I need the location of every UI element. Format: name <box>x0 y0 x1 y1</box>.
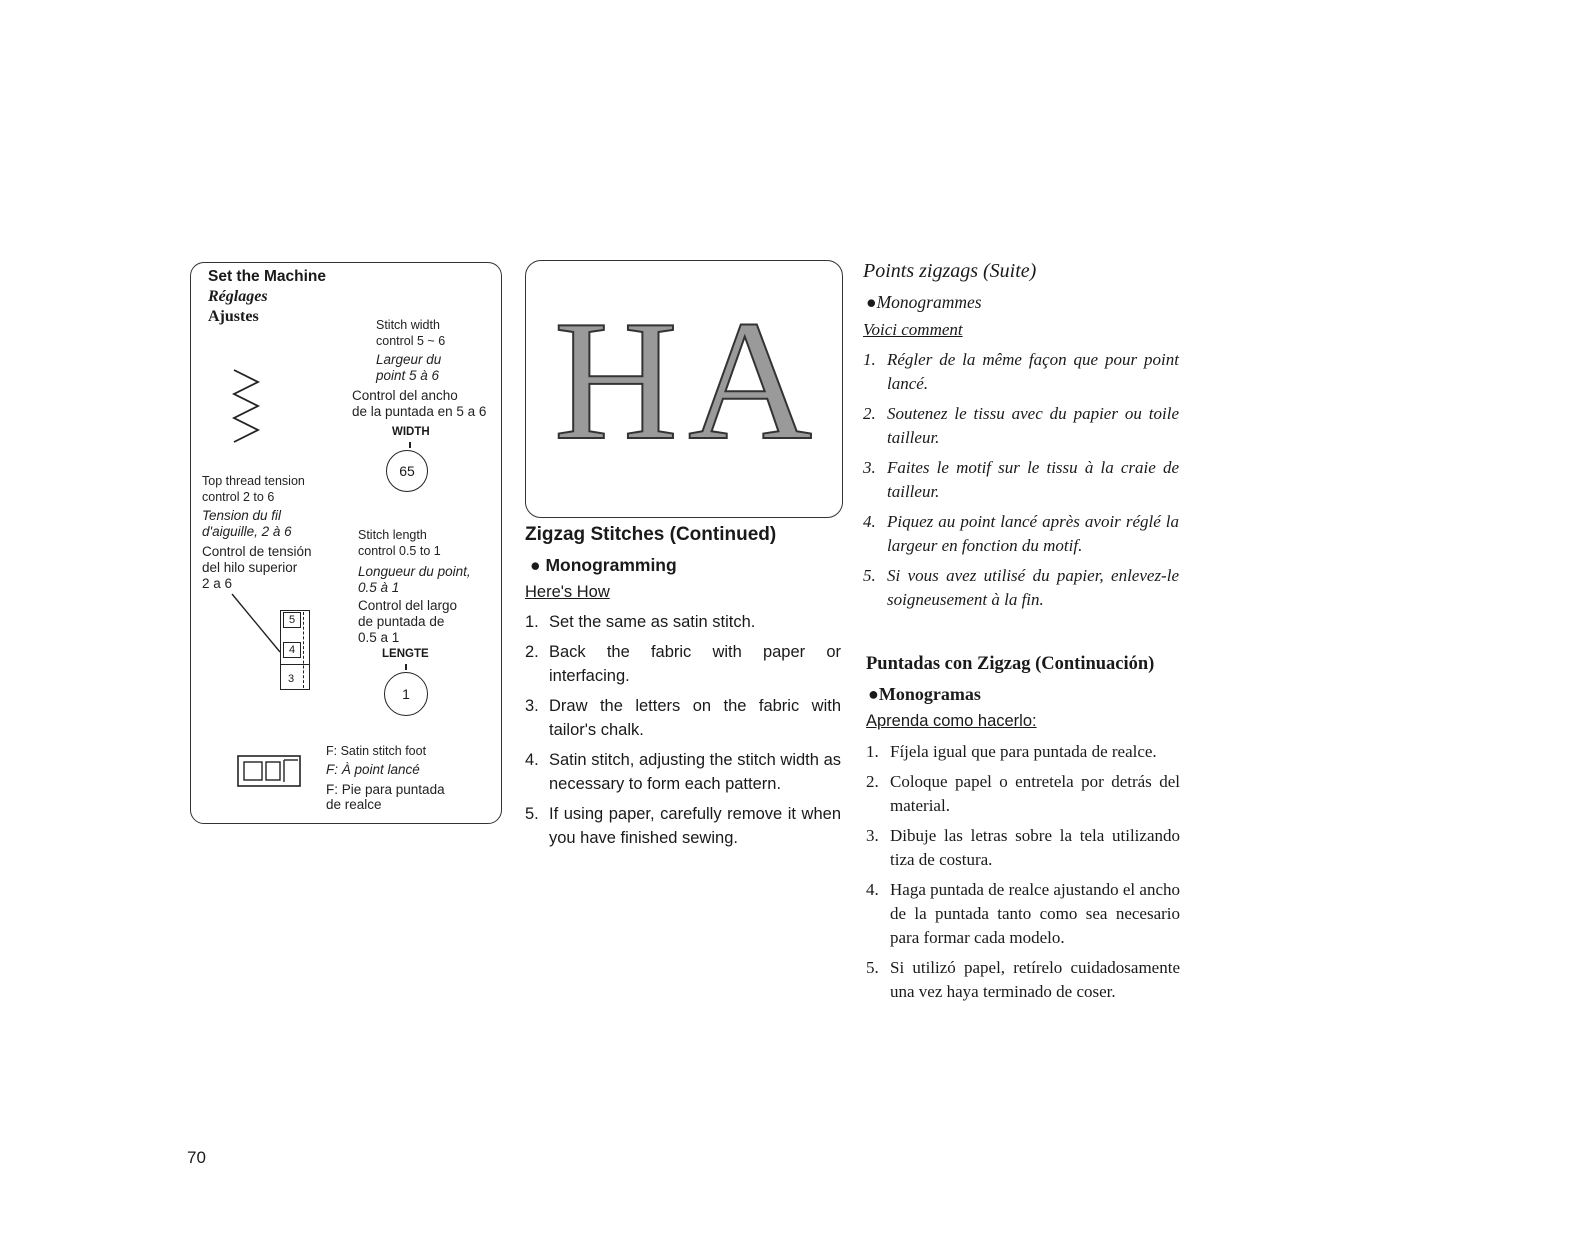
foot-label-es-2: de realce <box>326 797 382 812</box>
length-label-en-1: Stitch length <box>358 528 427 542</box>
monogram-letters: HA <box>553 286 823 476</box>
english-subtitle: Monogramming <box>545 555 677 575</box>
length-label-en-2: control 0.5 to 1 <box>358 544 441 558</box>
list-item: 2. Coloque papel o entretela por detrás del material. <box>866 772 1180 815</box>
tension-divider <box>280 664 310 665</box>
list-item: 4. Satin stitch, adjusting the stitch width as necessary to form each pattern. <box>525 751 841 793</box>
list-item: 1. Régler de la même façon que pour point lancé. <box>863 350 1179 393</box>
spanish-subtitle: Monogramas <box>878 684 981 704</box>
page-number: 70 <box>187 1148 206 1167</box>
french-subtitle-row <box>866 292 982 313</box>
list-item: 5. Si utilizó papel, retírelo cuidadosamente una vez haya terminado de coser. <box>866 958 1180 1001</box>
width-dial-value: 65 <box>399 463 415 479</box>
list-item: 5. Si vous avez utilisé du papier, enlevez-le soigneusement à la fin. <box>863 566 1179 609</box>
french-voici: Voici comment <box>863 320 963 339</box>
zigzag-stitch-icon <box>226 366 266 444</box>
settings-title-es: Ajustes <box>208 308 259 325</box>
width-label-fr-2: point 5 à 6 <box>376 368 440 383</box>
english-steps <box>525 610 841 850</box>
length-label-es-3: 0.5 a 1 <box>358 630 400 645</box>
foot-label-fr: F: À point lancé <box>326 762 420 777</box>
tension-value-5: 5 <box>283 612 301 628</box>
spanish-steps <box>866 740 1180 1004</box>
list-item: 3. Faites le motif sur le tissu à la craie de tailleur. <box>863 458 1179 501</box>
length-dial-value: 1 <box>402 686 410 702</box>
foot-label-en: F: Satin stitch foot <box>326 744 427 758</box>
french-subtitle: Monogrammes <box>876 292 982 312</box>
width-label-es-1: Control del ancho <box>352 388 458 403</box>
width-dial-marker <box>409 442 411 448</box>
english-title: Zigzag Stitches (Continued) <box>525 524 777 545</box>
tension-value-4: 4 <box>283 642 301 658</box>
spanish-aprenda: Aprenda como hacerlo: <box>866 712 1037 730</box>
list-item: 4. Piquez au point lancé après avoir réglé la largeur en fonction du motif. <box>863 512 1179 555</box>
bullet-icon: ● <box>868 684 879 704</box>
length-label-fr-1: Longueur du point, <box>358 564 471 579</box>
list-item: 1. Fíjela igual que para puntada de realce. <box>866 742 1157 761</box>
list-item: 3. Dibuje las letras sobre la tela utilizando tiza de costura. <box>866 826 1180 869</box>
tension-dial-ticks <box>303 612 310 688</box>
english-heres-how: Here's How <box>525 583 610 601</box>
bullet-icon: ● <box>866 292 877 312</box>
english-subtitle-row <box>530 555 677 576</box>
length-label-es-2: de puntada de <box>358 614 445 629</box>
tension-value-3: 3 <box>287 673 295 685</box>
tension-label-en-2: control 2 to 6 <box>202 490 275 504</box>
spanish-subtitle-row <box>868 684 981 705</box>
width-label-es-2: de la puntada en 5 a 6 <box>352 404 487 419</box>
bullet-icon: ● <box>530 555 546 575</box>
list-item: 3. Draw the letters on the fabric with tailor's chalk. <box>525 697 841 739</box>
tension-label-fr-2: d'aiguille, 2 à 6 <box>202 524 292 539</box>
settings-title-en: Set the Machine <box>208 268 326 285</box>
list-item: 4. Haga puntada de realce ajustando el ancho de la puntada tanto como sea necesario para formar cada modelo. <box>866 880 1180 947</box>
tension-pointer-line <box>228 590 284 660</box>
list-item: 2. Back the fabric with paper or interfacing. <box>525 643 841 685</box>
french-steps <box>863 348 1179 612</box>
spanish-title: Puntadas con Zigzag (Continuación) <box>866 654 1155 674</box>
list-item: 1. Set the same as satin stitch. <box>525 613 756 631</box>
length-dial-label: LENGTE <box>382 648 429 660</box>
width-label-en-2: control 5 ~ 6 <box>376 334 446 348</box>
length-label-es-1: Control del largo <box>358 598 458 613</box>
list-item: 2. Soutenez le tissu avec du papier ou toile tailleur. <box>863 404 1179 447</box>
settings-panel <box>190 262 502 824</box>
satin-stitch-foot-icon <box>236 752 304 792</box>
width-label-fr-1: Largeur du <box>376 352 442 367</box>
tension-label-fr-1: Tension du fil <box>202 508 282 523</box>
french-title: Points zigzags (Suite) <box>863 260 1037 282</box>
tension-label-en-1: Top thread tension <box>202 474 305 488</box>
length-dial-marker <box>405 664 407 670</box>
settings-title-fr: Réglages <box>208 288 268 305</box>
length-label-fr-2: 0.5 à 1 <box>358 580 400 595</box>
width-label-en-1: Stitch width <box>376 318 440 332</box>
list-item: 5. If using paper, carefully remove it when you have finished sewing. <box>525 805 841 847</box>
tension-label-es-3: 2 a 6 <box>202 576 233 591</box>
tension-label-es-2: del hilo superior <box>202 560 298 575</box>
foot-label-es-1: F: Pie para puntada <box>326 782 445 797</box>
width-dial-label: WIDTH <box>392 426 430 438</box>
tension-label-es-1: Control de tensión <box>202 544 312 559</box>
